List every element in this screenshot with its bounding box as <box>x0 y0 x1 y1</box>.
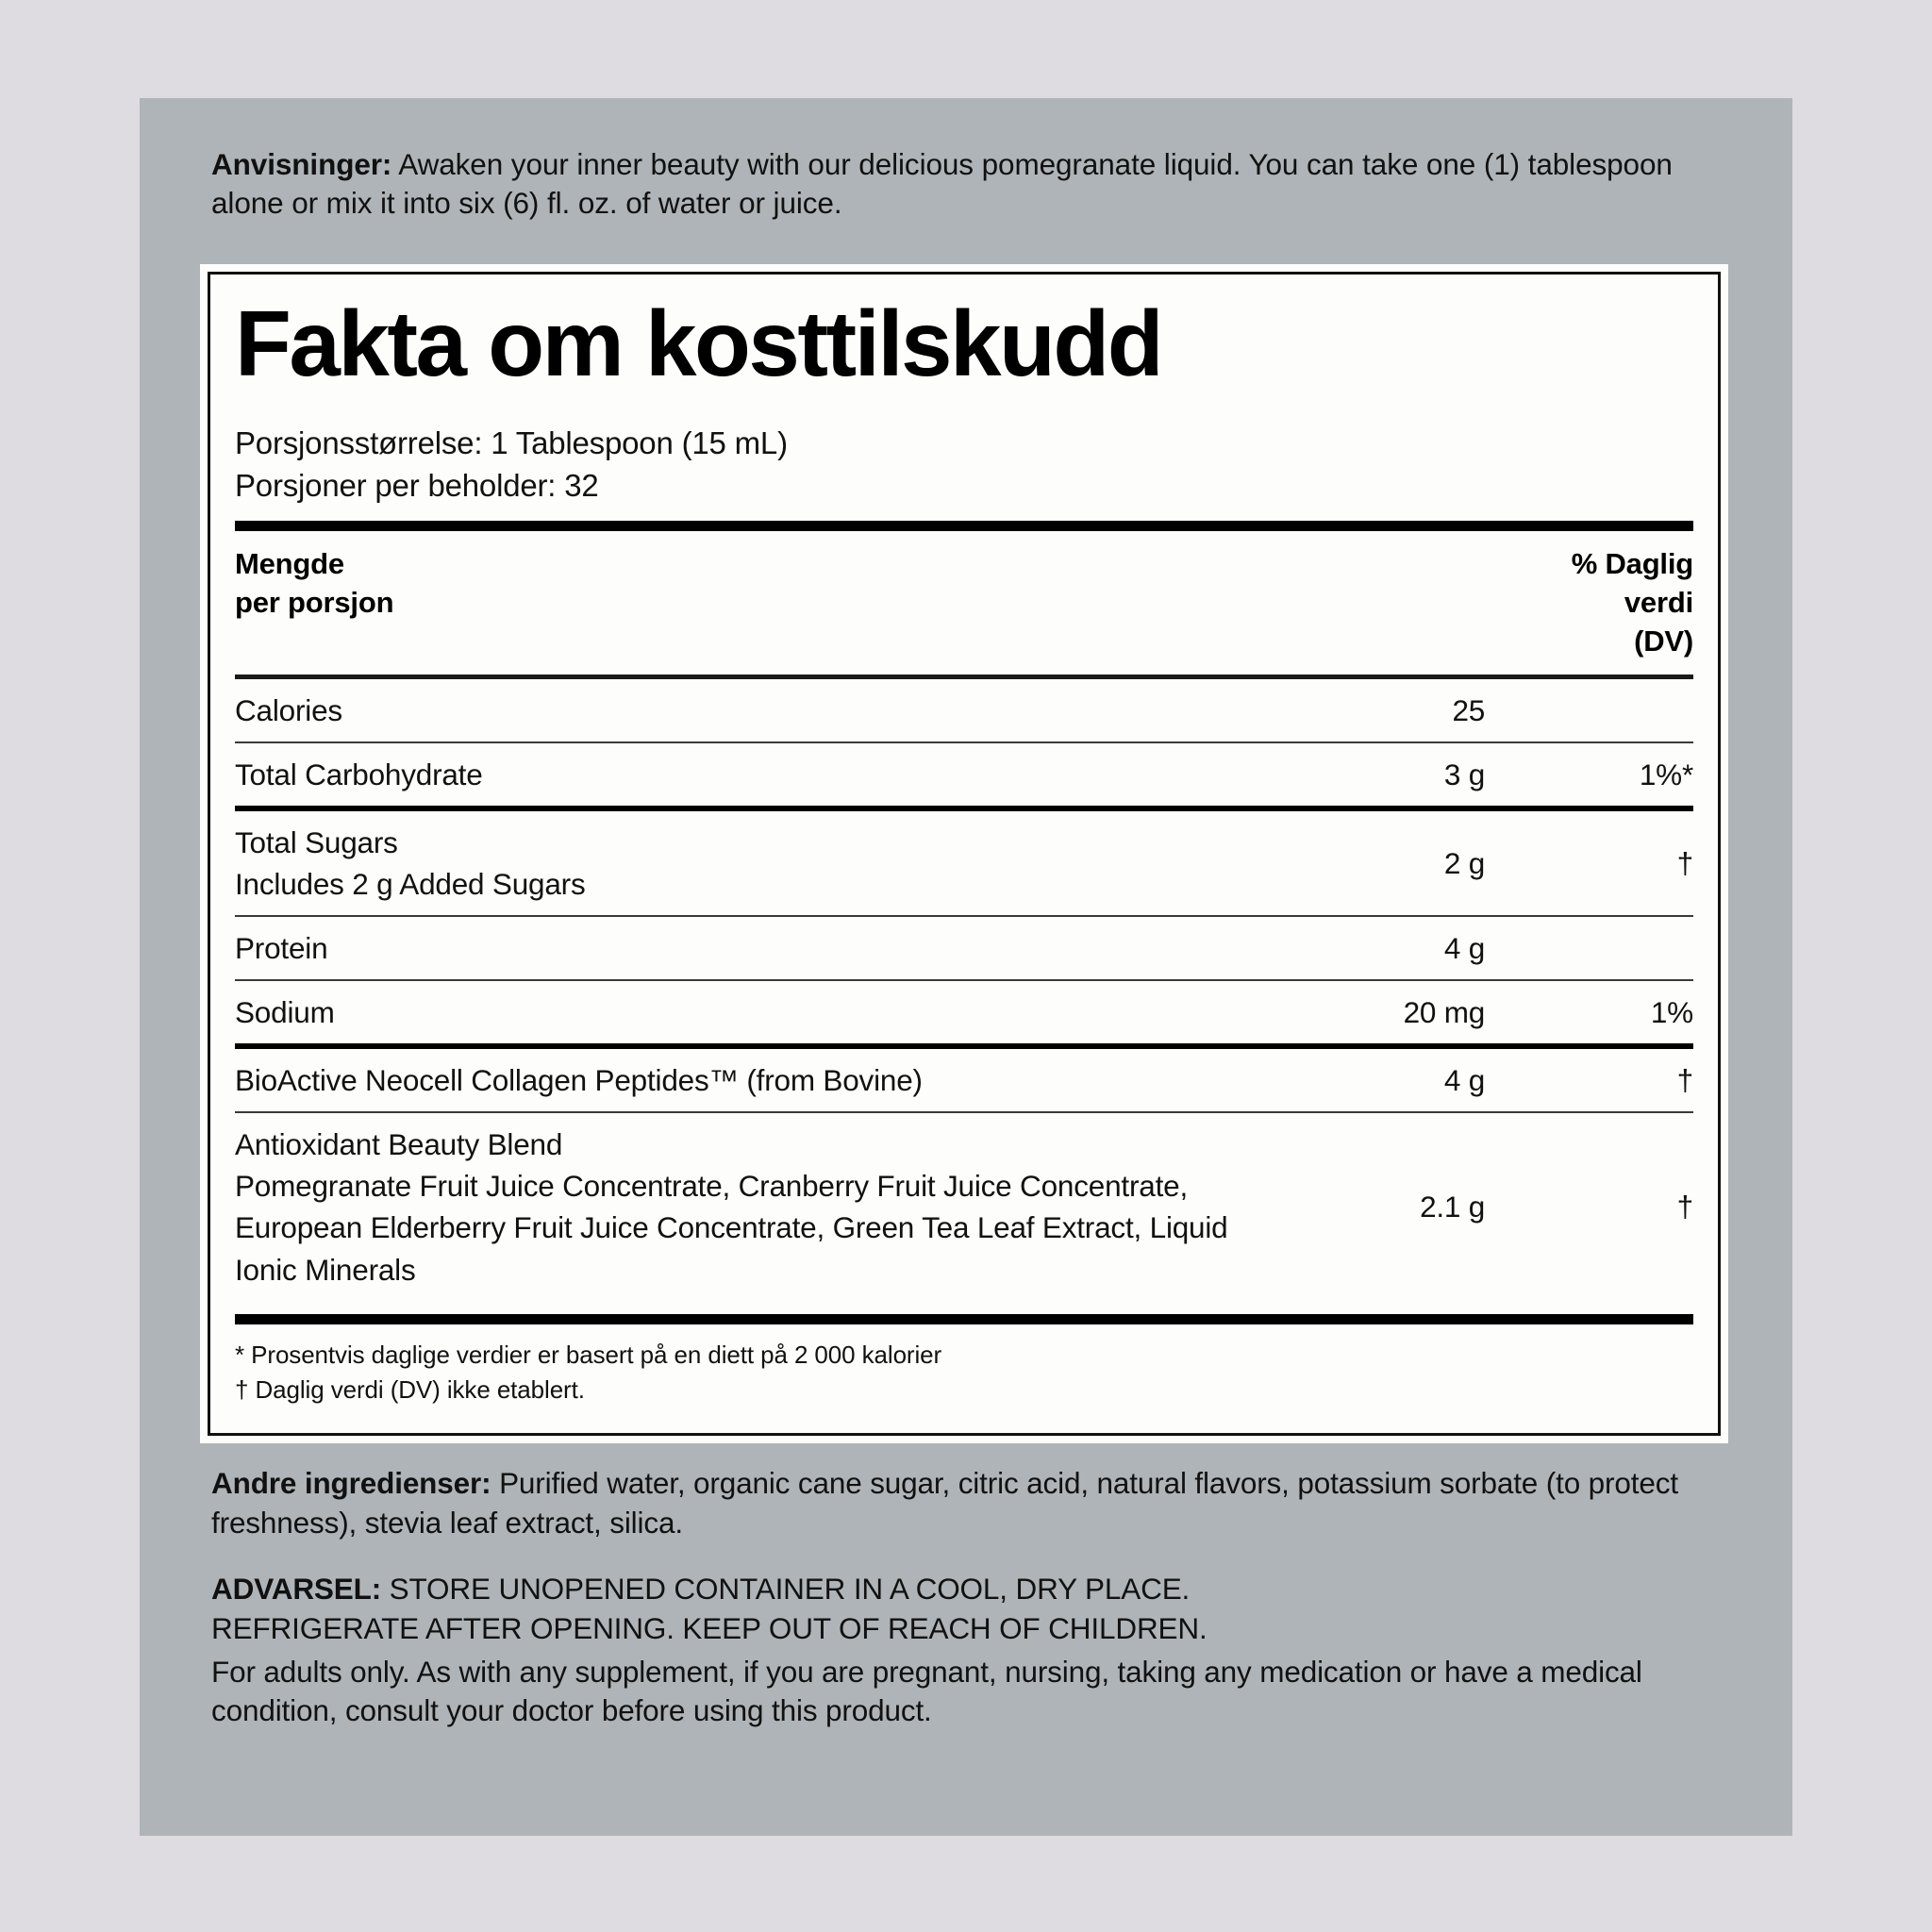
serving-size: Porsjonsstørrelse: 1 Tablespoon (15 mL) <box>235 425 788 460</box>
directions-label: Anvisninger: <box>211 147 392 181</box>
nutrient-subname-2: European Elderberry Fruit Juice Concentrate, Green Tea Leaf Extract, Liquid <box>235 1210 1228 1245</box>
nutrient-dv: 1%* <box>1485 742 1693 808</box>
nutrient-amount: 4 g <box>1248 1046 1485 1112</box>
supplement-facts-card <box>200 264 1728 1443</box>
table-row <box>235 679 1693 742</box>
other-ingredients-label: Andre ingredienser: <box>211 1466 491 1500</box>
footnotes-block <box>235 1324 1693 1414</box>
nutrient-name: BioActive Neocell Collagen Peptides™ (from Bovine) <box>235 1046 1248 1112</box>
servings-per-container: Porsjoner per beholder: 32 <box>235 468 599 504</box>
nutrient-amount: 2 g <box>1248 808 1485 916</box>
nutrient-name: Sodium <box>235 980 1248 1046</box>
nutrient-amount: 4 g <box>1248 916 1485 980</box>
dv-header-line1: % Daglig <box>1571 546 1693 580</box>
nutrient-dv: 1% <box>1485 980 1693 1046</box>
divider-thick-bottom <box>235 1314 1693 1324</box>
nutrient-subname-1: Pomegranate Fruit Juice Concentrate, Cranberry Fruit Juice Concentrate, <box>235 1169 1189 1204</box>
supplement-label-panel <box>140 98 1792 1836</box>
other-ingredients-and-warning <box>211 1464 1721 1731</box>
nutrient-name: Antioxidant Beauty Blend <box>235 1127 563 1162</box>
nutrient-amount: 3 g <box>1248 742 1485 808</box>
nutrient-dv: † <box>1485 808 1693 916</box>
nutrient-name: Total Carbohydrate <box>235 742 1248 808</box>
amount-header-line2: per porsjon <box>235 586 394 620</box>
table-row <box>235 916 1693 980</box>
table-row <box>235 980 1693 1046</box>
warning-line-1 <box>211 1570 1721 1609</box>
amount-per-serving-header <box>235 531 1693 675</box>
nutrient-amount: 25 <box>1452 692 1486 727</box>
warning-line-2: REFRIGERATE AFTER OPENING. KEEP OUT OF REACH OF CHILDREN. <box>211 1610 1208 1645</box>
dv-header-line3: (DV) <box>1634 625 1693 658</box>
table-row <box>235 1046 1693 1112</box>
warning-label: ADVARSEL: <box>211 1571 382 1606</box>
directions-block <box>211 145 1721 223</box>
table-row <box>235 742 1693 808</box>
footnote-star: * Prosentvis daglige verdier er basert på en diett på 2 000 kalorier <box>235 1340 942 1369</box>
nutrient-name-group <box>235 1112 1248 1300</box>
nutrient-subname: Includes 2 g Added Sugars <box>235 866 586 901</box>
nutrient-dv <box>1485 916 1693 980</box>
nutrient-name: Calories <box>235 692 342 727</box>
nutrient-subname-3: Ionic Minerals <box>235 1252 416 1287</box>
dv-header-line2: verdi <box>1624 586 1693 620</box>
amount-header-left <box>235 544 393 622</box>
nutrients-table <box>235 679 1693 1301</box>
nutrient-name: Protein <box>235 916 1248 980</box>
divider-thick-top <box>235 521 1693 531</box>
page-title: Fakta om kosttilskudd <box>235 291 1162 395</box>
nutrient-name-group <box>235 808 1248 916</box>
nutrient-amount: 20 mg <box>1248 980 1485 1046</box>
table-row <box>235 1112 1693 1300</box>
warning-text-1: STORE UNOPENED CONTAINER IN A COOL, DRY PLACE. <box>381 1571 1191 1606</box>
table-row <box>235 808 1693 916</box>
daily-value-header <box>1572 544 1693 661</box>
nutrient-dv: † <box>1485 1112 1693 1300</box>
nutrient-amount: 2.1 g <box>1248 1112 1485 1300</box>
nutrient-dv: † <box>1485 1046 1693 1112</box>
other-ingredients-block <box>211 1464 1721 1543</box>
directions-text: Awaken your inner beauty with our delicious pomegranate liquid. You can take one (1) tablespoon alone or mix it into six (6) fl. oz. of water or juice. <box>211 147 1673 220</box>
amount-header-line1: Mengde <box>235 546 344 580</box>
supplement-facts-border <box>208 272 1721 1436</box>
other-ingredients-text: Purified water, organic cane sugar, citric acid, natural flavors, potassium sorbate (to protect freshness), stevia leaf extract, silica. <box>211 1466 1678 1540</box>
footnote-dagger: † Daglig verdi (DV) ikke etablert. <box>235 1375 585 1405</box>
warning-line-3: For adults only. As with any supplement, if you are pregnant, nursing, taking any medication or have a medical condition, consult your doctor before using this product. <box>211 1654 1642 1728</box>
nutrient-name: Total Sugars <box>235 824 398 859</box>
nutrient-dv <box>1485 679 1693 742</box>
